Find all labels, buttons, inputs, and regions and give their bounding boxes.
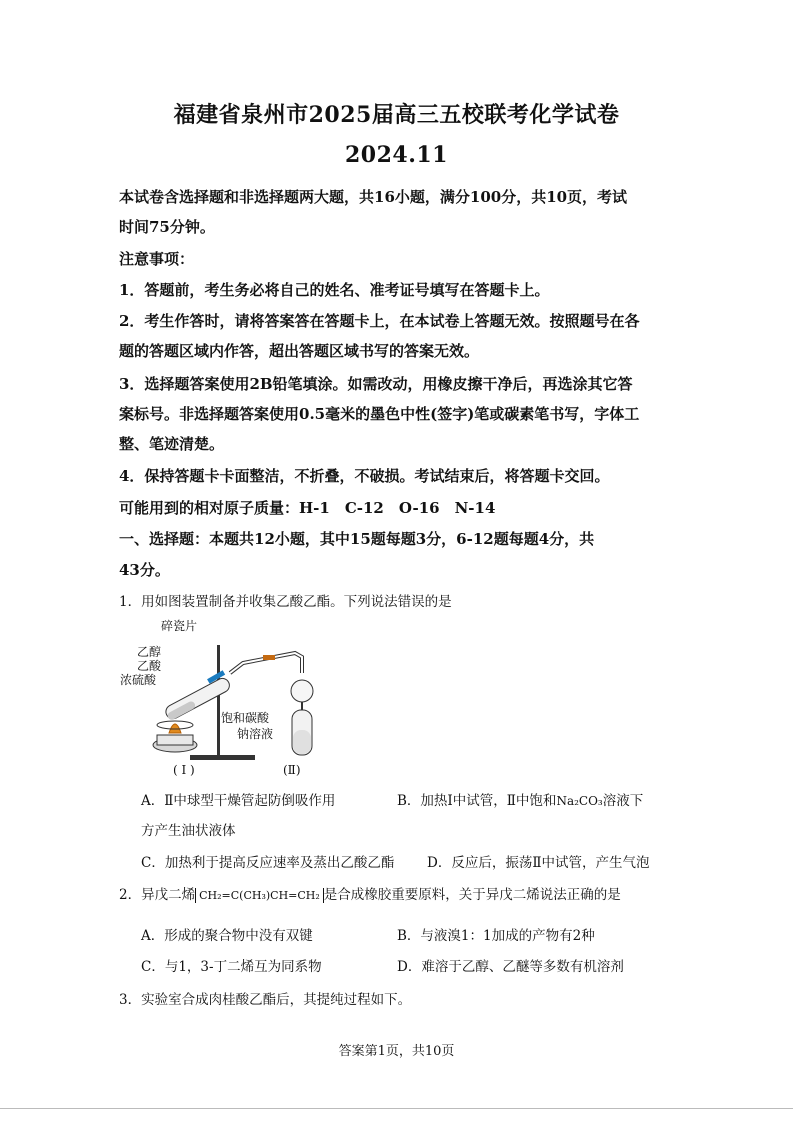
question-1-option-a: A．Ⅱ中球型干燥管起防倒吸作用: [141, 793, 336, 809]
section-1-heading-line-2: 43分。: [119, 561, 170, 579]
notice-item-3-line-1: 3．选择题答案使用2B铅笔填涂。如需改动，用橡皮擦干净后，再选涂其它答: [119, 375, 633, 393]
label-sulfuric-acid: 浓硫酸: [120, 673, 157, 687]
question-1-option-d: D．反应后，振荡Ⅱ中试管，产生气泡: [427, 855, 650, 871]
label-ethanol: 乙醇: [137, 645, 162, 659]
label-acetic-acid: 乙酸: [137, 659, 162, 673]
question-2-option-c: C．与1，3-丁二烯互为同系物: [141, 959, 322, 975]
stand-base: [190, 755, 255, 760]
notice-item-2-line-2: 题的答题区域内作答，超出答题区域书写的答案无效。: [119, 342, 480, 360]
stand-rod: [217, 645, 220, 757]
notice-item-3-line-3: 整、笔迹清楚。: [119, 435, 225, 453]
question-2-option-b: B．与液溴1：1加成的产物有2种: [397, 928, 595, 944]
question-2-stem-prefix: 2．异戊二烯: [119, 887, 196, 903]
question-1-option-b-continued: 方产生油状液体: [141, 823, 236, 839]
label-chips: 碎瓷片: [161, 619, 198, 633]
label-saturated-2: 钠溶液: [237, 727, 274, 741]
atomic-masses: 可能用到的相对原子质量：H-1 C-12 O-16 N-14: [119, 499, 496, 517]
notice-item-1: 1．答题前，考生务必将自己的姓名、准考证号填写在答题卡上。: [119, 281, 550, 299]
ester-apparatus-diagram: [135, 615, 325, 783]
label-apparatus-i: ( I ): [173, 763, 195, 777]
notice-item-3-line-2: 案标号。非选择题答案使用0.5毫米的墨色中性(签字)笔或碳素笔书写，字体工: [119, 405, 640, 423]
drying-bulb: [291, 680, 313, 702]
exam-title: 福建省泉州市2025届高三五校联考化学试卷: [173, 102, 620, 128]
question-1-stem: 1．用如图装置制备并收集乙酸乙酯。下列说法错误的是: [119, 594, 452, 610]
label-apparatus-ii: (Ⅱ): [283, 763, 301, 777]
page-bottom-divider: [0, 1108, 793, 1109]
intro-line-1: 本试卷含选择题和非选择题两大题，共16小题，满分100分，共10页，考试: [119, 188, 628, 206]
question-2-stem-suffix: 是合成橡胶重要原料，关于异戊二烯说法正确的是: [323, 887, 621, 903]
option-b-formula: Na₂CO₃: [556, 794, 603, 808]
apparatus-figure: [120, 615, 325, 783]
question-2-option-d: D．难溶于乙醇、乙醚等多数有机溶剂: [397, 959, 624, 975]
question-2-stem: [119, 883, 621, 903]
question-1-option-b: [397, 789, 643, 809]
label-saturated-1: 饱和碳酸: [221, 711, 270, 725]
notice-heading: 注意事项：: [119, 250, 195, 268]
burner-body: [157, 735, 193, 745]
question-1-option-c: C．加热利于提高反应速率及蒸出乙酸乙酯: [141, 855, 395, 871]
intro-line-2: 时间75分钟。: [119, 218, 215, 236]
page-footer: 答案第1页，共10页: [338, 1044, 455, 1059]
option-b-prefix: B．加热Ⅰ中试管，Ⅱ中饱和: [397, 793, 557, 809]
question-2-option-a: A．形成的聚合物中没有双键: [141, 928, 313, 944]
notice-item-4: 4．保持答题卡卡面整洁，不折叠，不破损。考试结束后，将答题卡交回。: [119, 467, 610, 485]
rubber-joint: [263, 655, 275, 660]
isoprene-formula: CH₂=C(CH₃)CH=CH₂: [195, 888, 324, 903]
exam-date: 2024.11: [344, 142, 448, 168]
question-3-stem: 3．实验室合成肉桂酸乙酯后，其提纯过程如下。: [119, 992, 412, 1008]
option-b-suffix: 溶液下: [602, 793, 644, 809]
notice-item-2-line-1: 2．考生作答时，请将答案答在答题卡上，在本试卷上答题无效。按照题号在各: [119, 312, 640, 330]
section-1-heading-line-1: 一、选择题：本题共12小题，其中15题每题3分，6-12题每题4分，共: [119, 530, 595, 548]
